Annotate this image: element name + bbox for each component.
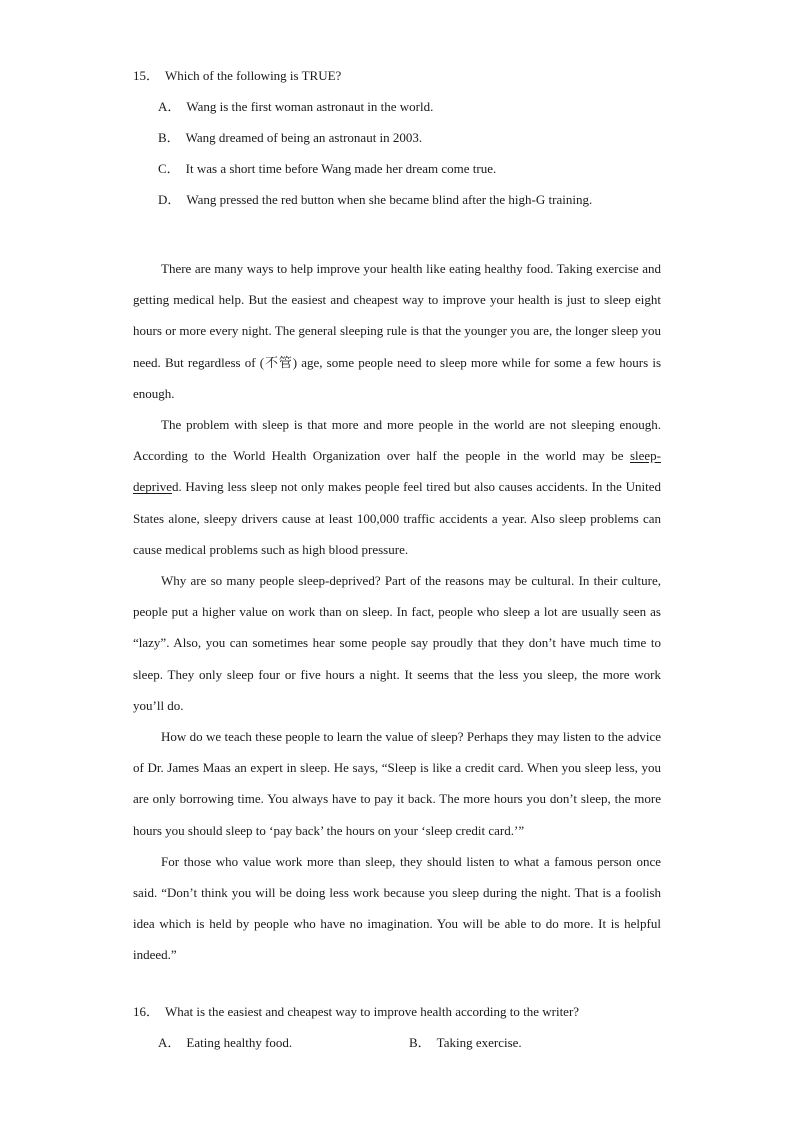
question-16-stem bbox=[133, 1004, 673, 1020]
question-number: 16． bbox=[133, 1004, 160, 1019]
option-text: Wang dreamed of being an astronaut in 2003. bbox=[185, 130, 423, 145]
paragraph-text: The problem with sleep is that more and more people in the world are not sleeping enough. According to the World Health Organization over half the people in the world may be bbox=[133, 417, 661, 464]
question-text: What is the easiest and cheapest way to improve health according to the writer? bbox=[165, 1004, 580, 1019]
paragraph-text: d. Having less sleep not only makes people feel tired but also causes accidents. In the United States alone, sleepy drivers cause at least 100,000 traffic accidents a year. Also sleep problems can cause medical problems such as high blood pressure. bbox=[133, 479, 661, 557]
underlined-word: sleep-deprive bbox=[133, 448, 661, 495]
question-text: Which of the following is TRUE? bbox=[165, 68, 342, 83]
question-15-stem bbox=[133, 68, 673, 84]
question-16-option-b bbox=[409, 1035, 522, 1051]
passage-paragraph-5: For those who value work more than sleep, they should listen to what a famous person once said. “Don’t think you will be doing less work because you sleep during the night. That is a foolish idea which is held by people who have no imagination. You will be able to do more. It is helpful indeed.” bbox=[133, 853, 661, 963]
option-text: Taking exercise. bbox=[436, 1035, 522, 1050]
option-text: Wang pressed the red button when she became blind after the high-G training. bbox=[186, 192, 593, 207]
option-letter: B． bbox=[158, 130, 180, 145]
question-15-option-a bbox=[158, 99, 433, 115]
passage-paragraph-1: There are many ways to help improve your health like eating healthy food. Taking exercise and getting medical help. But the easiest and cheapest way to improve your health is just to sleep eight hours or more every night. The general sleeping rule is that the younger you are, the longer sleep you need. But regardless of (不管) age, some people need to sleep more while for some a few hours is enough. bbox=[133, 261, 661, 401]
option-text: It was a short time before Wang made her dream come true. bbox=[185, 161, 497, 176]
question-number: 15． bbox=[133, 68, 160, 83]
passage-paragraph-3: Why are so many people sleep-deprived? Part of the reasons may be cultural. In their culture, people put a higher value on work than on sleep. In fact, people who sleep a lot are usually seen as “lazy”. Also, you can sometimes hear some people say proudly that they don’t have much time to sleep. They only sleep four or five hours a night. It seems that the less you sleep, the more work you’ll do. bbox=[133, 573, 661, 713]
question-15-option-b bbox=[158, 130, 422, 146]
option-text: Eating healthy food. bbox=[186, 1035, 293, 1050]
passage-paragraph-2 bbox=[133, 409, 661, 565]
reading-passage bbox=[133, 253, 661, 971]
option-letter: A． bbox=[158, 99, 181, 114]
option-letter: C． bbox=[158, 161, 180, 176]
option-letter: B． bbox=[409, 1035, 431, 1050]
option-letter: D． bbox=[158, 192, 181, 207]
question-16-option-a bbox=[158, 1035, 292, 1051]
option-letter: A． bbox=[158, 1035, 181, 1050]
option-text: Wang is the first woman astronaut in the world. bbox=[186, 99, 434, 114]
question-15-option-c bbox=[158, 161, 496, 177]
passage-paragraph-4: How do we teach these people to learn the value of sleep? Perhaps they may listen to the advice of Dr. James Maas an expert in sleep. He says, “Sleep is like a credit card. When you sleep less, you are only borrowing time. You always have to pay it back. The more hours you don’t sleep, the more hours you should sleep to ‘pay back’ the hours on your ‘sleep credit card.’” bbox=[133, 729, 661, 838]
question-15-option-d bbox=[158, 192, 592, 208]
